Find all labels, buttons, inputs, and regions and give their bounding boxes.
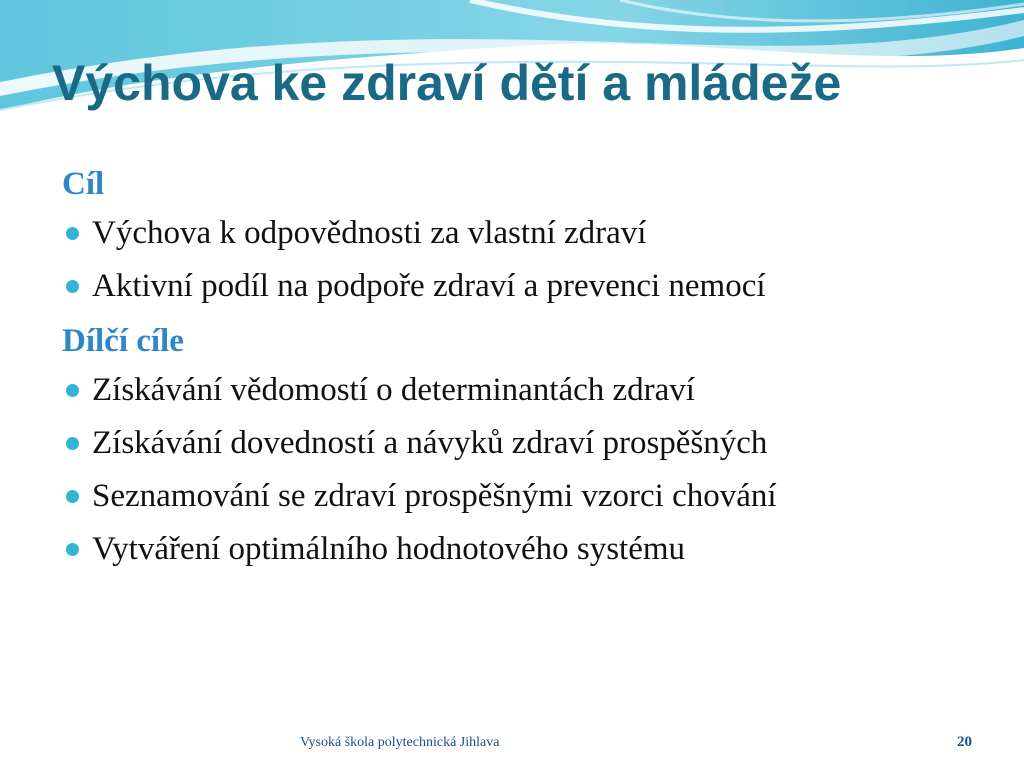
bullet-item	[62, 266, 992, 306]
bullet-text: Aktivní podíl na podpoře zdraví a prevenci nemocí	[92, 268, 766, 304]
subgoal-bullet-list	[62, 370, 992, 569]
bullet-dot-icon	[66, 384, 79, 397]
bullet-item	[62, 370, 992, 410]
bullet-item	[62, 476, 852, 516]
bullet-text: Vytváření optimálního hodnotového systému	[92, 531, 686, 567]
footer-institution: Vysoká škola polytechnická Jihlava	[300, 735, 500, 750]
bullet-text: Výchova k odpovědnosti za vlastní zdraví	[92, 215, 647, 251]
section-heading-goal: Cíl	[62, 166, 105, 202]
bullet-item	[62, 213, 992, 253]
bullet-text: Získávání dovedností a návyků zdraví prospěšných	[92, 425, 768, 461]
bullet-dot-icon	[66, 437, 79, 450]
bullet-text: Získávání vědomostí o determinantách zdraví	[92, 372, 695, 408]
bullet-dot-icon	[66, 280, 79, 293]
goal-bullet-list	[62, 213, 992, 306]
bullet-text: Seznamování se zdraví prospěšnými vzorci chování	[92, 478, 777, 514]
bullet-dot-icon	[66, 227, 79, 240]
slide-page-number: 20	[957, 734, 972, 750]
section-heading-subgoals: Dílčí cíle	[62, 323, 184, 359]
bullet-dot-icon	[66, 490, 79, 503]
bullet-item	[62, 529, 992, 569]
bullet-dot-icon	[66, 543, 79, 556]
slide-content	[62, 162, 992, 582]
slide-title: Výchova ke zdraví dětí a mládeže	[52, 55, 842, 111]
bullet-item	[62, 423, 992, 463]
